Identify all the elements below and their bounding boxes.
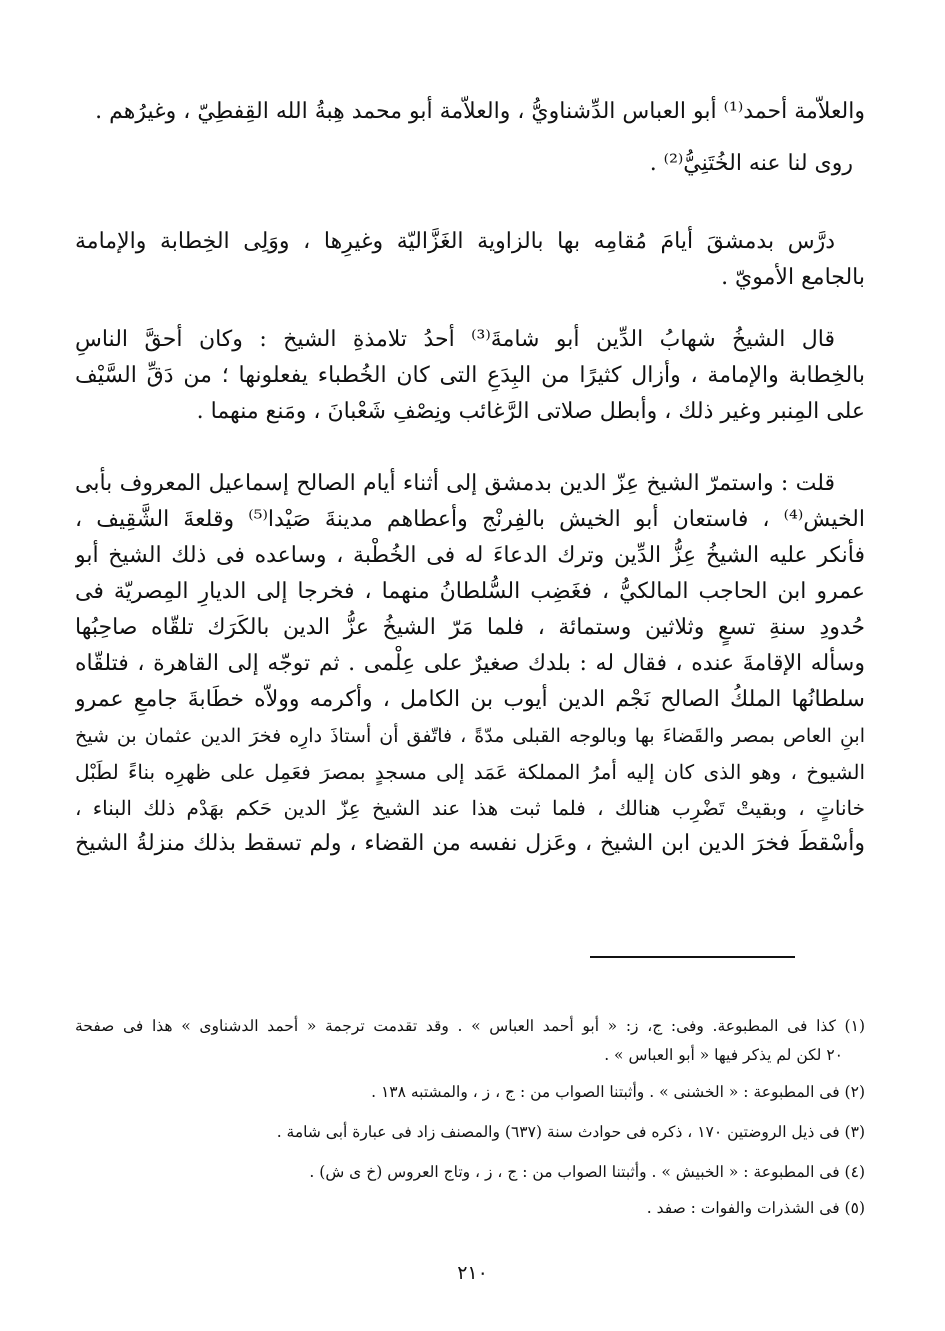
- text-line: عمرو ابن الحاجب المالكيُّ ، فغَضِب السُّلطانُ منهما ، فخرجا إلى الديارِ المِصريّة فى: [75, 579, 865, 604]
- paragraph-3: [75, 322, 865, 430]
- text-line: والعلاّمة أحمد⁽¹⁾ أبو العباس الدِّشناويُّ ، والعلاّمة أبو محمد هِبةُ الله القِفطِيّ ، وغيرُهم .: [95, 99, 865, 124]
- text-line: قال الشيخُ شهابُ الدِّين أبو شامةَ⁽³⁾ أحدُ تلامذةِ الشيخ : وكان أحقَّ الناسِ: [75, 327, 835, 352]
- text-line: وأسْقطَ فخرَ الدين ابن الشيخ ، وعَزل نفسه من القضاء ، ولم تسقط بذلك منزلةُ الشيخ: [75, 831, 865, 856]
- paragraph-1: [75, 94, 865, 182]
- text-line: على المِنبر وغير ذلك ، وأبطل صلاتى الرَّغائب ونِصْفِ شَعْبانَ ، ومَنع منهما .: [196, 399, 865, 424]
- footnote-line: (٣) فى ذيل الروضتين ١٧٠ ، ذكره فى حوادث سنة (٦٣٧) والمصنف زاد فى عبارة أبى شامة .: [276, 1123, 865, 1141]
- footnote-2: [75, 1078, 865, 1107]
- footnote-separator: [590, 956, 795, 958]
- text-line: قلت : واستمرّ الشيخ عِزّ الدين بدمشق إلى أثناء أيام الصالح إسماعيل المعروف بأبى: [75, 471, 835, 496]
- text-line: درَّس بدمشقَ أيامَ مُقامِه بها بالزاوية الغَزَّاليّة وغيرِها ، ووَلِى الخِطابة والإمامة: [75, 229, 835, 254]
- text-line: سلطانُها الملكُ الصالح نَجْم الدين أيوب بن الكامل ، وأكرمه وولاّه خطَابةَ جامعِ عمرو: [75, 687, 865, 712]
- footnote-5: [75, 1194, 865, 1223]
- footnote-line: (٥) فى الشذرات والفوات : صفد .: [646, 1199, 865, 1217]
- text-line: الخيش⁽⁴⁾ ، فاستعان أبو الخيش بالفِرنْج وأعطاهم مدينةَ صَيْدا⁽⁵⁾ وقلعةَ الشَّقِيف ،: [75, 507, 865, 532]
- text-line: حُدودِ سنةِ تسعٍ وثلاثين وستمائة ، فلما مَرّ الشيخُ عزُّ الدين بالكَرَك تلقّاه صاحِبُها: [75, 615, 865, 640]
- paragraph-2: [75, 224, 865, 296]
- text-line: بالجامع الأمويّ .: [721, 265, 865, 290]
- text-line: الشيوخ ، وهو الذى كان إليه أمرُ المملكة عَمَد إلى مسجدٍ بمصرَ فعَمِل على ظهرِه بناءً لطَبْل: [75, 760, 865, 784]
- text-line: فأنكر عليه الشيخُ عِزُّ الدِّين وترك الدعاءَ له فى الخُطْبة ، وساعده فى ذلك الشيخ أبو: [75, 543, 865, 568]
- footnote-line: (١) كذا فى المطبوعة. وفى: ج، ز: « أبو أحمد العباس » . وقد تقدمت ترجمة « أحمد الدشناوى » هذا فى صفحة: [75, 1017, 865, 1035]
- footnote-line: (٢) فى المطبوعة : « الخشنى » . وأثبتنا الصواب من : ج ، ز ، والمشتبه ١٣٨ .: [371, 1083, 865, 1101]
- text-line: بالخِطابة والإمامة ، وأزال كثيرًا من البِدَعِ التى كان الخُطباء يفعلونها ؛ من دَقِّ السَّيْف: [75, 363, 865, 388]
- text-line: ابنِ العاص بمصر والقَضاءَ بها وبالوجه القبلى مدّةً ، فاتّفق أن أستاذَ دارِه فخرَ الدين عثمان بن شيخ: [75, 725, 865, 747]
- paragraph-4: [75, 466, 865, 862]
- footnote-3: [75, 1118, 865, 1147]
- footnote-1: [75, 1012, 865, 1070]
- footnote-line: (٤) فى المطبوعة : « الخبيش » . وأثبتنا الصواب من : ج ، ز ، وتاج العروس (خ ى ش) .: [309, 1163, 865, 1181]
- text-line: خاناتٍ ، وبقيتْ تَضْرِب هنالك ، فلما ثبت هذا عند الشيخ عِزّ الدين حَكم بهَدْم ذلك البناء ،: [75, 796, 865, 820]
- text-line: وسأله الإقامةَ عنده ، فقال له : بلدك صغيرٌ على عِلْمى . ثم توجّه إلى القاهرة ، فتلقّاه: [75, 651, 865, 676]
- text-line: روى لنا عنه الخُتَنِيُّ⁽²⁾ .: [649, 151, 853, 176]
- footnote-line: ٢٠ لكن لم يذكر فيها « أبو العباس » .: [604, 1046, 843, 1064]
- page-number: ٢١٠: [457, 1262, 488, 1284]
- footnote-4: [75, 1158, 865, 1187]
